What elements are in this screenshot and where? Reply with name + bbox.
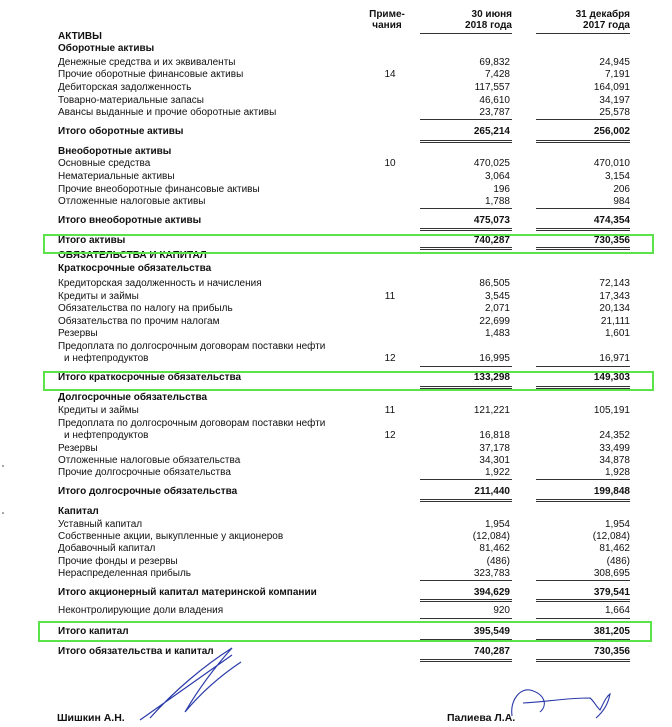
table-row [0, 443, 672, 455]
subtotal-underline [536, 208, 630, 209]
row-value-2017: 379,541 [593, 587, 630, 598]
double-underline [420, 228, 512, 231]
table-row [0, 568, 672, 580]
row-note: 11 [384, 405, 396, 416]
table-row [0, 646, 672, 658]
double-underline [420, 499, 512, 502]
row-label: Основные средства [58, 158, 151, 169]
row-label: Резервы [58, 328, 98, 339]
table-row [0, 303, 672, 315]
row-value-2018: 394,629 [473, 587, 510, 598]
row-label: Итого обязательства и капитал [58, 646, 214, 657]
row-label: и нефтепродуктов [64, 430, 149, 441]
row-label: Обязательства по прочим налогам [58, 316, 220, 327]
table-row [0, 392, 672, 404]
row-value-2018: 3,064 [484, 171, 510, 182]
signature-name-left: Шишкин А.Н. [57, 712, 125, 724]
row-value-2018: 16,818 [479, 430, 510, 441]
row-value-2017: 105,191 [593, 405, 630, 416]
subtotal-underline [536, 479, 630, 480]
row-label: Итого внеоборотные активы [58, 215, 202, 226]
row-value-2017: 21,111 [600, 316, 630, 327]
table-row [0, 184, 672, 196]
subtotal-underline [536, 366, 630, 367]
row-label: Резервы [58, 443, 98, 454]
row-value-2018: 7,428 [484, 69, 510, 80]
row-value-2018: 34,301 [479, 455, 510, 466]
period1-header-line1: 30 июня [471, 9, 512, 20]
table-row [0, 43, 672, 55]
row-value-2018: 121,221 [473, 405, 510, 416]
row-label: Предоплата по долгосрочным договорам поставки нефти [58, 341, 326, 352]
row-value-2017: 256,002 [593, 126, 630, 137]
row-value-2017: 33,499 [599, 443, 630, 454]
row-value-2017: 1,928 [604, 467, 630, 478]
table-row [0, 291, 672, 303]
row-value-2018: 1,483 [484, 328, 510, 339]
row-value-2018: 740,287 [473, 646, 510, 657]
row-label: Товарно-материальные запасы [58, 95, 204, 106]
double-underline [536, 599, 630, 602]
row-label: Прочие оборотные финансовые активы [58, 69, 244, 80]
row-label: Итого капитал [58, 626, 129, 637]
margin-dot [2, 512, 4, 514]
row-value-2018: 117,557 [474, 82, 510, 93]
table-row [0, 353, 672, 365]
table-row [0, 57, 672, 69]
subtotal-underline [420, 366, 512, 367]
notes-header-line2: чания [372, 20, 402, 31]
row-label: Внеоборотные активы [58, 146, 172, 157]
row-value-2017: 149,303 [593, 372, 630, 383]
subtotal-underline [420, 618, 512, 619]
table-row [0, 467, 672, 479]
table-row [0, 587, 672, 599]
row-value-2018: 133,298 [473, 372, 510, 383]
row-value-2018: 211,440 [474, 486, 510, 497]
row-note: 12 [384, 430, 396, 441]
row-label: Итого акционерный капитал материнской компании [58, 587, 317, 598]
row-value-2017: 381,205 [593, 626, 630, 637]
table-row [0, 146, 672, 158]
row-value-2017: 199,848 [593, 486, 630, 497]
row-value-2017: 308,695 [593, 568, 630, 579]
row-label: Собственные акции, выкупленные у акционеров [58, 531, 284, 542]
table-row [0, 215, 672, 227]
row-value-2018: 3,545 [484, 291, 510, 302]
table-row [0, 430, 672, 442]
row-label: и нефтепродуктов [64, 353, 149, 364]
row-value-2018: 69,832 [479, 57, 510, 68]
table-row [0, 486, 672, 498]
row-value-2017: 81,462 [599, 543, 630, 554]
table-row [0, 556, 672, 568]
row-label: Прочие фонды и резервы [58, 556, 178, 567]
row-label: Итого краткосрочные обязательства [58, 372, 242, 383]
table-row [0, 31, 672, 43]
margin-dot [2, 465, 4, 467]
table-row [0, 519, 672, 531]
row-label: АКТИВЫ [58, 31, 102, 42]
row-value-2017: 730,356 [593, 646, 630, 657]
row-value-2017: 16,971 [599, 353, 630, 364]
table-row [0, 531, 672, 543]
period2-column-header [534, 9, 630, 31]
row-label: Кредиторская задолженность и начисления [58, 278, 262, 289]
row-label: Авансы выданные и прочие оборотные активы [58, 107, 277, 118]
row-value-2018: 86,505 [479, 278, 510, 289]
double-underline [420, 659, 512, 662]
row-value-2018: 1,788 [484, 196, 510, 207]
row-label: Итого оборотные активы [58, 126, 184, 137]
row-value-2018: 37,178 [479, 443, 510, 454]
double-underline [536, 659, 630, 662]
row-note: 11 [384, 291, 396, 302]
row-label: Денежные средства и их эквиваленты [58, 57, 236, 68]
table-row [0, 605, 672, 617]
period1-header-line2: 2018 года [465, 20, 512, 31]
row-value-2018: 23,787 [479, 107, 510, 118]
table-row [0, 158, 672, 170]
table-row [0, 506, 672, 518]
row-label: Нераспределенная прибыль [58, 568, 192, 579]
table-row [0, 107, 672, 119]
row-value-2017: 25,578 [599, 107, 630, 118]
row-value-2017: 1,601 [604, 328, 630, 339]
row-value-2018: 16,995 [479, 353, 510, 364]
row-note: 12 [384, 353, 396, 364]
row-value-2017: 34,197 [599, 95, 630, 106]
row-label: Оборотные активы [58, 43, 155, 54]
row-value-2017: 34,878 [599, 455, 630, 466]
row-label: Уставный капитал [58, 519, 143, 530]
double-underline [536, 228, 630, 231]
row-value-2017: 24,945 [599, 57, 630, 68]
subtotal-underline [536, 618, 630, 619]
row-label: Предоплата по долгосрочным договорам поставки нефти [58, 418, 326, 429]
table-row [0, 405, 672, 417]
table-row [0, 196, 672, 208]
row-note: 14 [384, 69, 396, 80]
row-label: Итого активы [58, 235, 126, 246]
row-value-2017: 7,191 [604, 69, 630, 80]
row-value-2018: 323,783 [473, 568, 510, 579]
row-value-2017: 984 [613, 196, 630, 207]
row-label: Кредиты и займы [58, 291, 139, 302]
subtotal-underline [420, 580, 512, 581]
row-value-2018: 920 [493, 605, 510, 616]
row-label: Краткосрочные обязательства [58, 263, 212, 274]
signature-name-right: Палиева Л.А. [447, 712, 516, 724]
row-value-2018: 81,462 [479, 543, 510, 554]
row-value-2017: 17,343 [599, 291, 630, 302]
row-value-2017: 20,134 [599, 303, 630, 314]
table-row [0, 328, 672, 340]
highlight-total-current-liabilities [43, 371, 654, 391]
table-row [0, 82, 672, 94]
double-underline [420, 599, 512, 602]
notes-header-line1: Приме- [369, 9, 405, 20]
row-value-2018: 740,287 [473, 235, 510, 246]
table-row [0, 171, 672, 183]
period2-header-line2: 2017 года [583, 20, 630, 31]
row-note: 10 [384, 158, 396, 169]
row-label: Добавочный капитал [58, 543, 156, 554]
table-row [0, 126, 672, 138]
row-label: Прочие долгосрочные обязательства [58, 467, 231, 478]
subtotal-underline [420, 208, 512, 209]
table-row [0, 455, 672, 467]
row-label: Долгосрочные обязательства [58, 392, 208, 403]
row-value-2017: 1,954 [604, 519, 630, 530]
row-value-2017: 470,010 [593, 158, 630, 169]
row-label: Капитал [58, 506, 99, 517]
row-label: Неконтролирующие доли владения [58, 605, 224, 616]
row-value-2018: 46,610 [479, 95, 510, 106]
row-value-2018: 1,922 [484, 467, 510, 478]
row-label: Обязательства по налогу на прибыль [58, 303, 233, 314]
table-row [0, 418, 672, 430]
row-value-2017: 72,143 [599, 278, 630, 289]
row-value-2017: 3,154 [604, 171, 630, 182]
row-value-2018: (486) [486, 556, 510, 567]
double-underline [536, 499, 630, 502]
period1-column-header [408, 9, 512, 31]
row-label: Нематериальные активы [58, 171, 175, 182]
notes-column-header [362, 9, 412, 31]
table-row [0, 95, 672, 107]
table-row [0, 316, 672, 328]
row-label: Отложенные налоговые обязательства [58, 455, 241, 466]
row-label: Отложенные налоговые активы [58, 196, 206, 207]
table-row [0, 69, 672, 81]
row-value-2018: (12,084) [472, 531, 510, 542]
period2-header-line1: 31 декабря [575, 9, 630, 20]
double-underline [536, 140, 630, 143]
row-value-2018: 470,025 [473, 158, 510, 169]
row-label: Итого долгосрочные обязательства [58, 486, 238, 497]
subtotal-underline [536, 119, 630, 120]
row-value-2018: 265,214 [473, 126, 510, 137]
row-value-2017: 730,356 [593, 235, 630, 246]
row-label: Кредиты и займы [58, 405, 139, 416]
row-value-2017: (486) [606, 556, 630, 567]
row-label: Прочие внеоборотные финансовые активы [58, 184, 260, 195]
row-value-2018: 1,954 [484, 519, 510, 530]
row-value-2018: 2,071 [484, 303, 510, 314]
subtotal-underline [420, 479, 512, 480]
table-row [0, 341, 672, 353]
subtotal-underline [420, 119, 512, 120]
row-value-2018: 395,549 [473, 626, 510, 637]
highlight-total-assets [43, 234, 654, 254]
row-value-2017: 164,091 [593, 82, 630, 93]
row-value-2017: 1,664 [604, 605, 630, 616]
row-value-2017: 206 [613, 184, 630, 195]
row-label: Дебиторская задолженность [58, 82, 192, 93]
row-value-2018: 475,073 [473, 215, 510, 226]
table-row [0, 543, 672, 555]
row-value-2017: 474,354 [593, 215, 630, 226]
row-value-2018: 22,699 [479, 316, 510, 327]
row-value-2017: (12,084) [592, 531, 630, 542]
row-label: ОБЯЗАТЕЛЬСТВА И КАПИТАЛ [58, 250, 207, 261]
subtotal-underline [536, 580, 630, 581]
table-row [0, 263, 672, 275]
table-row [0, 278, 672, 290]
double-underline [420, 140, 512, 143]
row-value-2017: 24,352 [599, 430, 630, 441]
row-value-2018: 196 [493, 184, 510, 195]
highlight-total-equity [38, 621, 652, 642]
